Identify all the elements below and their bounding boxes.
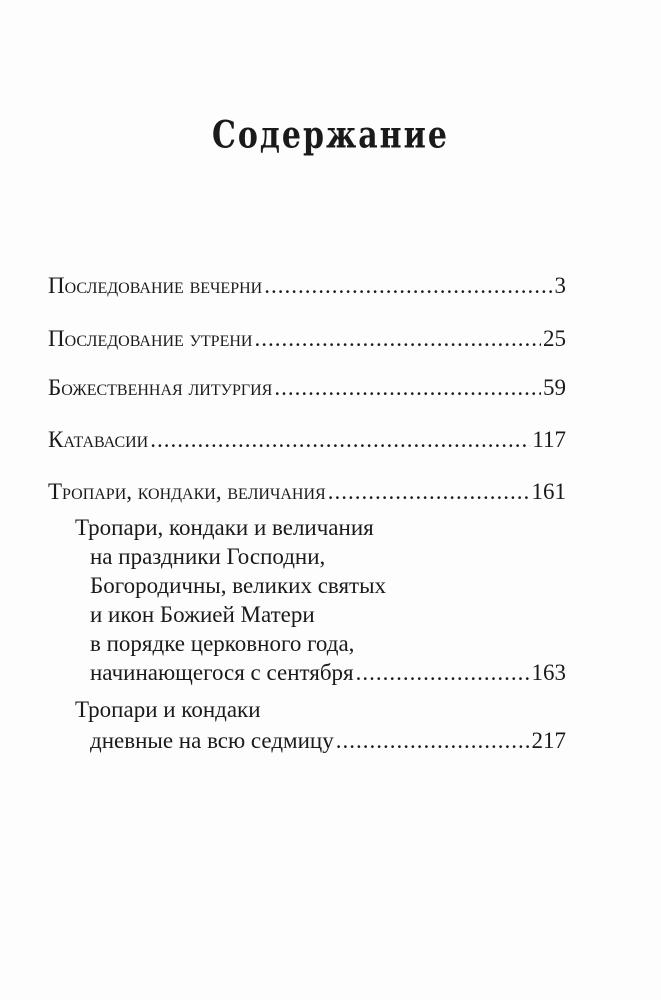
leader-dots: [336, 727, 530, 755]
leader-dots: [264, 272, 552, 300]
toc-entry-page: 25: [543, 326, 566, 351]
sub-entry-line: и икон Божией Матери: [90, 602, 315, 627]
toc-entry-page: 161: [531, 479, 566, 504]
toc-entry-page: 217: [531, 728, 566, 753]
sub-entry[interactable]: [90, 659, 566, 687]
toc-entry-page: 163: [531, 660, 566, 685]
page-title: Содержание: [212, 113, 449, 158]
toc-entry-label: Катавасии: [48, 427, 149, 452]
toc-entry-label: Тропари, кондаки, величания: [48, 479, 326, 504]
leader-dots: [254, 325, 541, 353]
sub-entry-line: в порядке церковного года,: [90, 631, 355, 656]
toc-entry-label: Последование утрени: [48, 326, 253, 351]
sub-entry-line: Тропари, кондаки и величания: [75, 515, 374, 540]
toc-entry[interactable]: [48, 374, 566, 402]
leader-dots: [356, 659, 530, 687]
sub-entry-line: на праздники Господни,: [90, 544, 326, 569]
toc-entry-page: 59: [543, 375, 566, 400]
toc-entry[interactable]: [48, 325, 566, 353]
sub-entry-line: Богородичны, великих святых: [90, 573, 387, 598]
toc-entry[interactable]: [48, 426, 566, 454]
toc-entry-page: 3: [554, 273, 566, 298]
toc-entry-label: Последование вечерни: [48, 273, 263, 298]
toc-entry-label: начинающегося с сентября: [90, 660, 354, 685]
sub-entry-line: Тропари и кондаки: [75, 697, 261, 722]
leader-dots: [274, 374, 541, 402]
toc-entry-label: Божественная литургия: [48, 375, 273, 400]
toc-entry[interactable]: [48, 478, 566, 506]
leader-dots: [328, 478, 530, 506]
toc-entry-page: 117: [532, 427, 566, 452]
toc-entry-label: дневные на всю седмицу: [90, 728, 334, 753]
sub-entry[interactable]: [90, 727, 566, 755]
toc-entry[interactable]: [48, 272, 566, 300]
leader-dots: [150, 426, 530, 454]
